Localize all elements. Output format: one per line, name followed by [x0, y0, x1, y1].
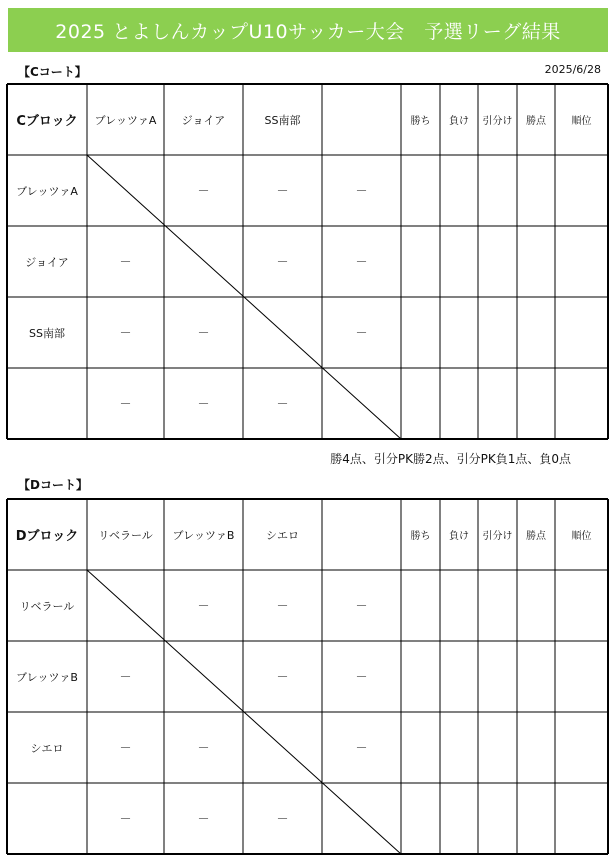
stat-value-cell — [555, 297, 608, 368]
court-d-label: 【Dコート】 — [18, 478, 88, 492]
stat-value-cell — [517, 570, 555, 641]
team-column-header: リベラール — [98, 528, 153, 542]
stat-value-cell — [440, 368, 478, 439]
stat-column-header: 引分け — [482, 116, 513, 127]
match-result-cell: － — [119, 812, 132, 826]
stat-value-cell — [555, 641, 608, 712]
title-banner — [8, 8, 608, 52]
stat-value-cell — [440, 783, 478, 854]
stat-value-cell — [401, 297, 440, 368]
match-result-cell: － — [355, 741, 368, 755]
stat-column-header: 勝ち — [410, 116, 431, 127]
match-result-cell: － — [197, 812, 210, 826]
stat-column-header: 負け — [449, 116, 469, 127]
stat-value-cell — [517, 368, 555, 439]
stat-column-header: 勝ち — [410, 531, 431, 542]
stat-value-cell — [440, 641, 478, 712]
stat-value-cell — [440, 712, 478, 783]
stat-column-header: 勝点 — [526, 531, 546, 542]
stat-value-cell — [440, 226, 478, 297]
stat-value-cell — [555, 570, 608, 641]
team-column-header: シエロ — [266, 528, 299, 542]
stat-value-cell — [478, 570, 517, 641]
team-row-label: ブレッツァB — [16, 670, 78, 684]
stat-value-cell — [478, 155, 517, 226]
match-result-cell: － — [197, 326, 210, 340]
match-result-cell: － — [119, 670, 132, 684]
court-d-table — [7, 499, 608, 854]
team-column-header — [322, 499, 401, 570]
stat-value-cell — [401, 368, 440, 439]
match-date: 2025/6/28 — [544, 63, 601, 76]
stat-value-cell — [401, 712, 440, 783]
team-row-label: シエロ — [30, 741, 64, 755]
match-result-cell: － — [276, 599, 289, 613]
match-result-cell: － — [276, 812, 289, 826]
block-name-header: Cブロック — [16, 114, 78, 129]
match-result-cell: － — [197, 184, 210, 198]
stat-value-cell — [440, 570, 478, 641]
match-result-cell: － — [197, 397, 210, 411]
match-result-cell: － — [119, 397, 132, 411]
team-column-header — [322, 84, 401, 155]
match-result-cell: － — [355, 599, 368, 613]
stat-value-cell — [478, 712, 517, 783]
team-column-header: ブレッツァA — [94, 113, 157, 127]
team-row-label: ジョイア — [25, 255, 69, 269]
stat-value-cell — [555, 368, 608, 439]
match-result-cell: － — [197, 741, 210, 755]
stat-value-cell — [555, 783, 608, 854]
stat-value-cell — [517, 783, 555, 854]
stat-value-cell — [401, 783, 440, 854]
stat-value-cell — [555, 226, 608, 297]
stat-value-cell — [440, 155, 478, 226]
match-result-cell: － — [119, 326, 132, 340]
team-column-header: ジョイア — [181, 113, 226, 127]
scoring-note: 勝4点、引分PK勝2点、引分PK負1点、負0点 — [330, 452, 571, 466]
match-result-cell: － — [355, 326, 368, 340]
block-name-header: Dブロック — [15, 529, 79, 544]
stat-column-header: 順位 — [571, 116, 592, 127]
court-c-table — [7, 84, 608, 439]
stat-column-header: 勝点 — [526, 116, 546, 127]
stat-value-cell — [401, 641, 440, 712]
match-result-cell: － — [355, 184, 368, 198]
page-title: 2025 とよしんカップU10サッカー大会 予選リーグ結果 — [55, 20, 561, 43]
stat-value-cell — [517, 641, 555, 712]
stat-value-cell — [517, 712, 555, 783]
team-row-label: リベラール — [19, 599, 75, 613]
match-result-cell: － — [355, 255, 368, 269]
match-result-cell: － — [276, 397, 289, 411]
stat-value-cell — [401, 226, 440, 297]
team-row-label: ブレッツァA — [16, 184, 78, 198]
team-row-label — [7, 368, 87, 439]
stat-value-cell — [517, 155, 555, 226]
match-result-cell: － — [119, 741, 132, 755]
match-result-cell: － — [276, 670, 289, 684]
stat-value-cell — [517, 226, 555, 297]
match-result-cell: － — [276, 255, 289, 269]
stat-column-header: 順位 — [571, 531, 592, 542]
stat-value-cell — [478, 226, 517, 297]
stat-value-cell — [401, 570, 440, 641]
match-result-cell: － — [355, 670, 368, 684]
stat-value-cell — [555, 712, 608, 783]
stat-value-cell — [401, 155, 440, 226]
stat-value-cell — [517, 297, 555, 368]
match-result-cell: － — [276, 184, 289, 198]
stat-value-cell — [478, 297, 517, 368]
team-column-header: SS南部 — [264, 113, 301, 127]
team-row-label: SS南部 — [29, 326, 65, 340]
stat-value-cell — [478, 783, 517, 854]
match-result-cell: － — [197, 599, 210, 613]
stat-value-cell — [555, 155, 608, 226]
team-column-header: ブレッツァB — [172, 528, 235, 542]
court-c-label: 【Cコート】 — [18, 65, 87, 79]
stat-column-header: 負け — [449, 531, 469, 542]
stat-column-header: 引分け — [482, 531, 513, 542]
stat-value-cell — [478, 368, 517, 439]
stat-value-cell — [440, 297, 478, 368]
team-row-label — [7, 783, 87, 854]
stat-value-cell — [478, 641, 517, 712]
match-result-cell: － — [119, 255, 132, 269]
